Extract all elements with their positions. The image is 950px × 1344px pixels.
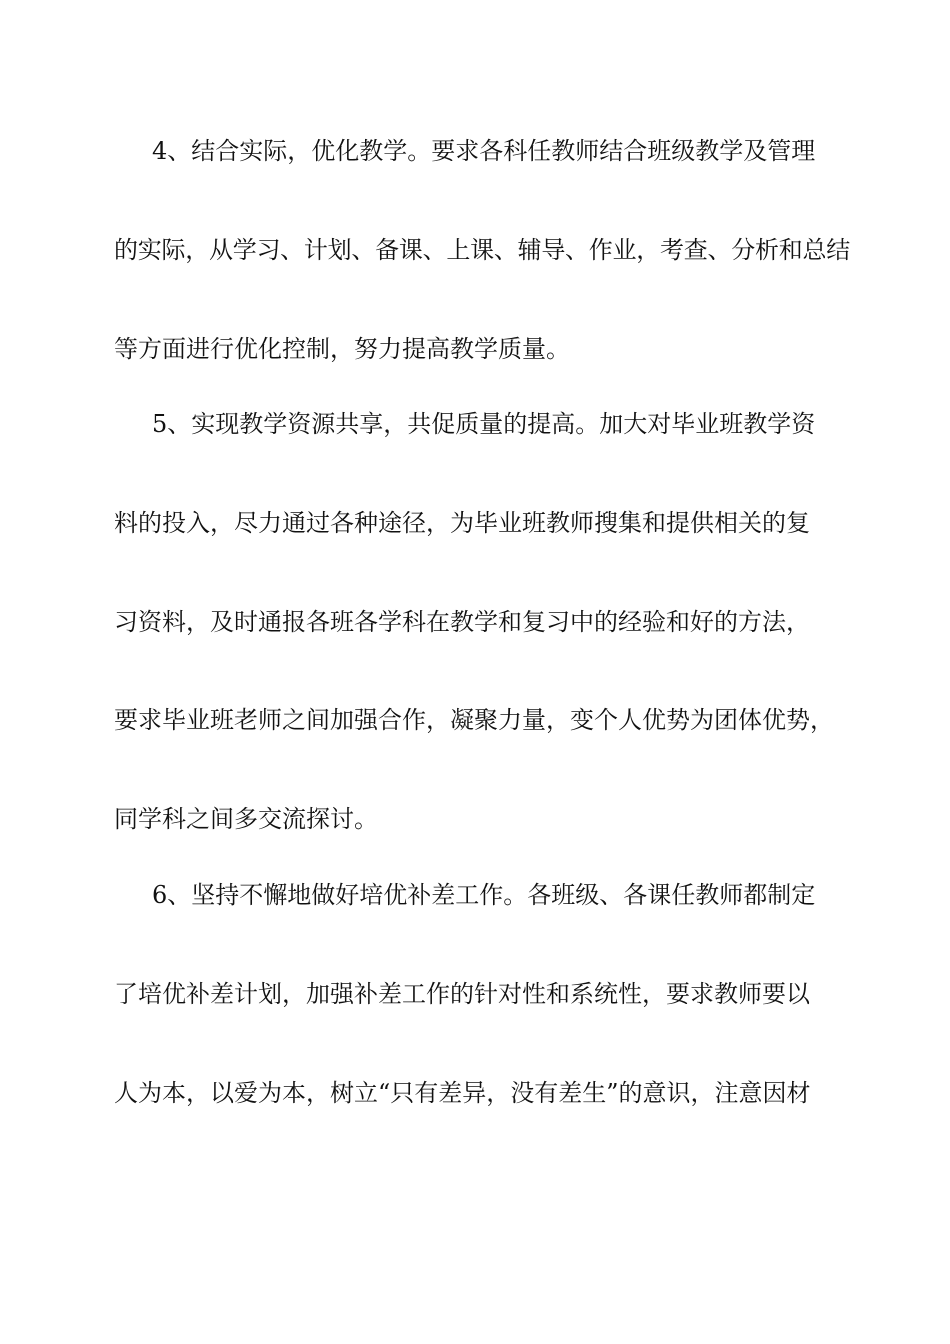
paragraph-line: 6、坚持不懈地做好培优补差工作。各班级、各课任教师都制定 <box>152 881 816 909</box>
paragraph-line: 要求毕业班老师之间加强合作，凝聚力量，变个人优势为团体优势， <box>114 706 834 734</box>
paragraph-line: 5、实现教学资源共享，共促质量的提高。加大对毕业班教学资 <box>152 410 816 438</box>
paragraph-line: 4、结合实际，优化教学。要求各科任教师结合班级教学及管理 <box>152 137 816 165</box>
paragraph-line: 等方面进行优化控制，努力提高教学质量。 <box>114 335 570 363</box>
paragraph-line: 同学科之间多交流探讨。 <box>114 805 378 833</box>
paragraph-line: 人为本，以爱为本，树立“只有差异，没有差生”的意识，注意因材 <box>114 1079 811 1107</box>
paragraph-line: 习资料，及时通报各班各学科在教学和复习中的经验和好的方法， <box>114 608 810 636</box>
paragraph-line: 了培优补差计划，加强补差工作的针对性和系统性，要求教师要以 <box>114 980 810 1008</box>
paragraph-line: 料的投入，尽力通过各种途径，为毕业班教师搜集和提供相关的复 <box>114 509 810 537</box>
paragraph-line: 的实际，从学习、计划、备课、上课、辅导、作业，考查、分析和总结 <box>114 236 850 264</box>
